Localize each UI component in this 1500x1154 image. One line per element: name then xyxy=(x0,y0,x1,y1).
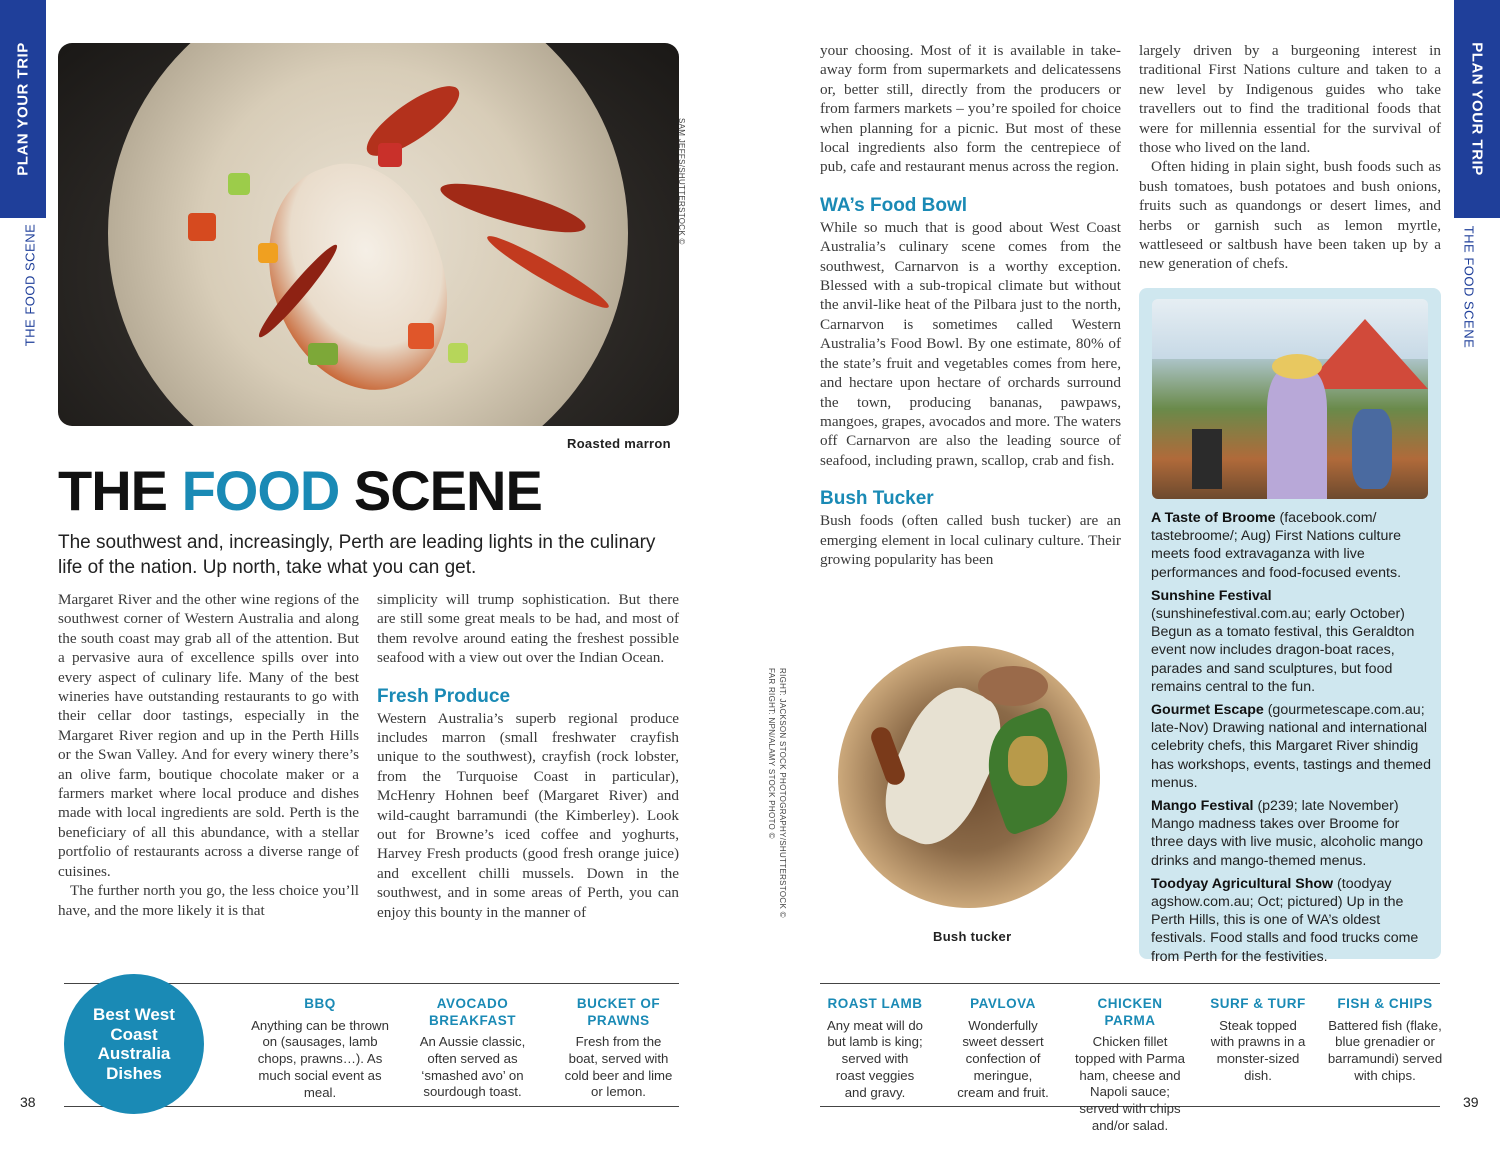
chapter-label-left: THE FOOD SCENE xyxy=(22,223,38,347)
photo-credit: SAM JEFFS/SHUTTERSTOCK © xyxy=(677,118,686,245)
festival-item: Toodyay Agricultural Show (toodyay agshow.com.au; Oct; pictured) Up in the Perth Hills, this is one of WA’s oldest festivals. Food stalls and food trucks come from Perth for the festivities. xyxy=(1151,875,1419,965)
festival-item: Sunshine Festival (sunshinefestival.com.au; early October) Begun as a tomato festival, this Geraldton event now includes dragon-boat races, parades and sand sculptures, but food remains central to the fun. xyxy=(1151,587,1415,695)
best-dishes-badge: Best West Coast Australia Dishes xyxy=(64,974,204,1114)
bush-tucker-photo xyxy=(838,646,1100,908)
section-tab-label: PLAN YOUR TRIP xyxy=(14,42,32,176)
toodyay-show-photo xyxy=(1152,299,1428,499)
festival-item: Mango Festival (p239; late November) Mango madness takes over Broome for three days with live music, alcoholic mango drinks and mango-themed menus. xyxy=(1151,798,1424,869)
divider xyxy=(820,983,1440,984)
chapter-label-right: THE FOOD SCENE xyxy=(1461,225,1477,349)
section-tab-right xyxy=(1454,0,1500,218)
body-column-3: your choosing. Most of it is available in take-away form from supermarkets and delicatessens or, better still, directly from the producers or from farmers markets – you’re spoiled for choice when planning for a picnic. But most of these local ingredients also form the centrepiece of pub, cafe and restaurant menus across the region. WA’s Food Bowl While so much that is good about West Coast Australia’s culinary scene comes from the southwest, Carnarvon is a worthy exception. Blessed with a sub-tropical climate but without the anvil-like heat of the Pilbara just to the north, Carnarvon is sometimes called Western Australia’s Food Bowl. By one estimate, 80% of the state’s fruit and vegetables comes from here, and hectare upon hectare of orchards surround the town, producing bananas, pawpaws, mangoes, grapes, avocados and more. The waters off Carnarvon are also the leading source of seafood, including prawn, scallop, crab and fish. Bush Tucker Bush foods (often called bush tucker) are an emerging element in local culinary culture. Their growing popularity has been xyxy=(820,42,1121,568)
dish-surf-and-turf: SURF & TURF Steak topped with prawns in a monster-sized dish. xyxy=(1210,996,1306,1083)
photo-credit-right: RIGHT: JACKSON STOCK PHOTOGRAPHY/SHUTTERSTOCK © FAR RIGHT: NPN/ALAMY STOCK PHOTO © xyxy=(767,668,787,918)
section-tab-label: PLAN YOUR TRIP xyxy=(1468,42,1486,176)
dish-pavlova: PAVLOVA Wonderfully sweet dessert confection of meringue, cream and fruit. xyxy=(957,996,1049,1100)
subheading-fresh-produce: Fresh Produce xyxy=(377,685,511,707)
dish-fish-and-chips: FISH & CHIPS Battered fish (flake, blue grenadier or barramundi) served with chips. xyxy=(1327,996,1443,1083)
caption-bush: Bush tucker xyxy=(933,929,1012,944)
body-column-4: largely driven by a burgeoning interest in traditional First Nations culture and taken to a new level by Indigenous guides who take travellers out to find the traditional foods that were for millennia essential for the survival of those who lived on the land. Often hiding in plain sight, bush foods such as bush tomatoes, bush potatoes and bush onions, fruits such as quandongs or desert limes, and herbs or garnish such as lemon myrtle, wattleseed or saltbush have been taken up by a new generation of chefs. xyxy=(1139,42,1441,273)
caption-main: Roasted marron xyxy=(567,436,671,451)
page-number-left: 38 xyxy=(20,1094,36,1110)
dish-bbq: BBQ Anything can be thrown on (sausages, lamb chops, prawns…). As much social event as meal. xyxy=(251,996,389,1100)
page-title: THE FOOD SCENE xyxy=(58,459,542,522)
intro-text: The southwest and, increasingly, Perth are leading lights in the culinary life of the nation. Up north, take what you can get. xyxy=(58,532,656,578)
body-column-1: Margaret River and the other wine regions of the southwest corner of Western Australia and along the south coast may grab all of the attention. But a pervasive aura of excellence spills over into every aspect of culinary life. Many of the best wineries have outstanding restaurants to go with their cellar door tastings, especially in the Margaret River region and up in the Perth Hills or the Swan Valley. And for every winery there’s an olive farm, boutique chocolate maker or a farmers market where local produce and dishes made with local ingredients are sold. Perth is the beneficiary of all this abundance, with a stellar portfolio of restaurants across a diverse range of cuisines. The further north you go, the less choice you’ll have, and the more likely it is that xyxy=(58,591,359,919)
page-number-right: 39 xyxy=(1463,1094,1479,1110)
dish-avocado-breakfast: AVOCADO BREAKFAST An Aussie classic, often served as ‘smashed avo’ on sourdough toast. xyxy=(419,996,526,1100)
dish-bucket-of-prawns: BUCKET OF PRAWNS Fresh from the boat, served with cold beer and lime or lemon. xyxy=(564,996,673,1100)
dish-chicken-parma: CHICKEN PARMA Chicken fillet topped with Parma ham, cheese and Napoli sauce; served with chips and/or salad. xyxy=(1075,996,1185,1133)
subheading-bush-tucker: Bush Tucker xyxy=(820,488,934,510)
subheading-food-bowl: WA’s Food Bowl xyxy=(820,194,968,216)
festival-item: A Taste of Broome (facebook.com/ tastebroome/; Aug) First Nations culture meets food extravaganza with live performances and food-focused events. xyxy=(1151,510,1402,581)
body-column-2: simplicity will trump sophistication. But there are still some great meals to be had, and most of them revolve around eating the freshest possible seafood with a view out over the Indian Ocean. Fresh Produce Western Australia’s superb regional produce includes marron (small freshwater crayfish unique to the southwest), crayfish (rock lobster, from the Turquoise Coast in particular), McHenry Hohnen beef (Margaret River) and wild-caught barramundi (the Kimberley). Look out for Browne’s iced coffee and yoghurts, Harvey Fresh products (good fresh orange juice) and excellent chilli mussels. Down in the southwest, and in some areas of Perth, you can enjoy this bounty in the manner of xyxy=(377,591,679,921)
dish-roast-lamb: ROAST LAMB Any meat will do but lamb is king; served with roast veggies and gravy. xyxy=(826,996,923,1100)
festivals-list xyxy=(1151,509,1433,971)
section-tab-left xyxy=(0,0,46,218)
festival-item: Gourmet Escape (gourmetescape.com.au; late-Nov) Drawing national and international celebrity chefs, this Margaret River shindig has workshops, events, tastings and themed menus. xyxy=(1151,702,1431,791)
roasted-marron-photo xyxy=(58,43,679,426)
